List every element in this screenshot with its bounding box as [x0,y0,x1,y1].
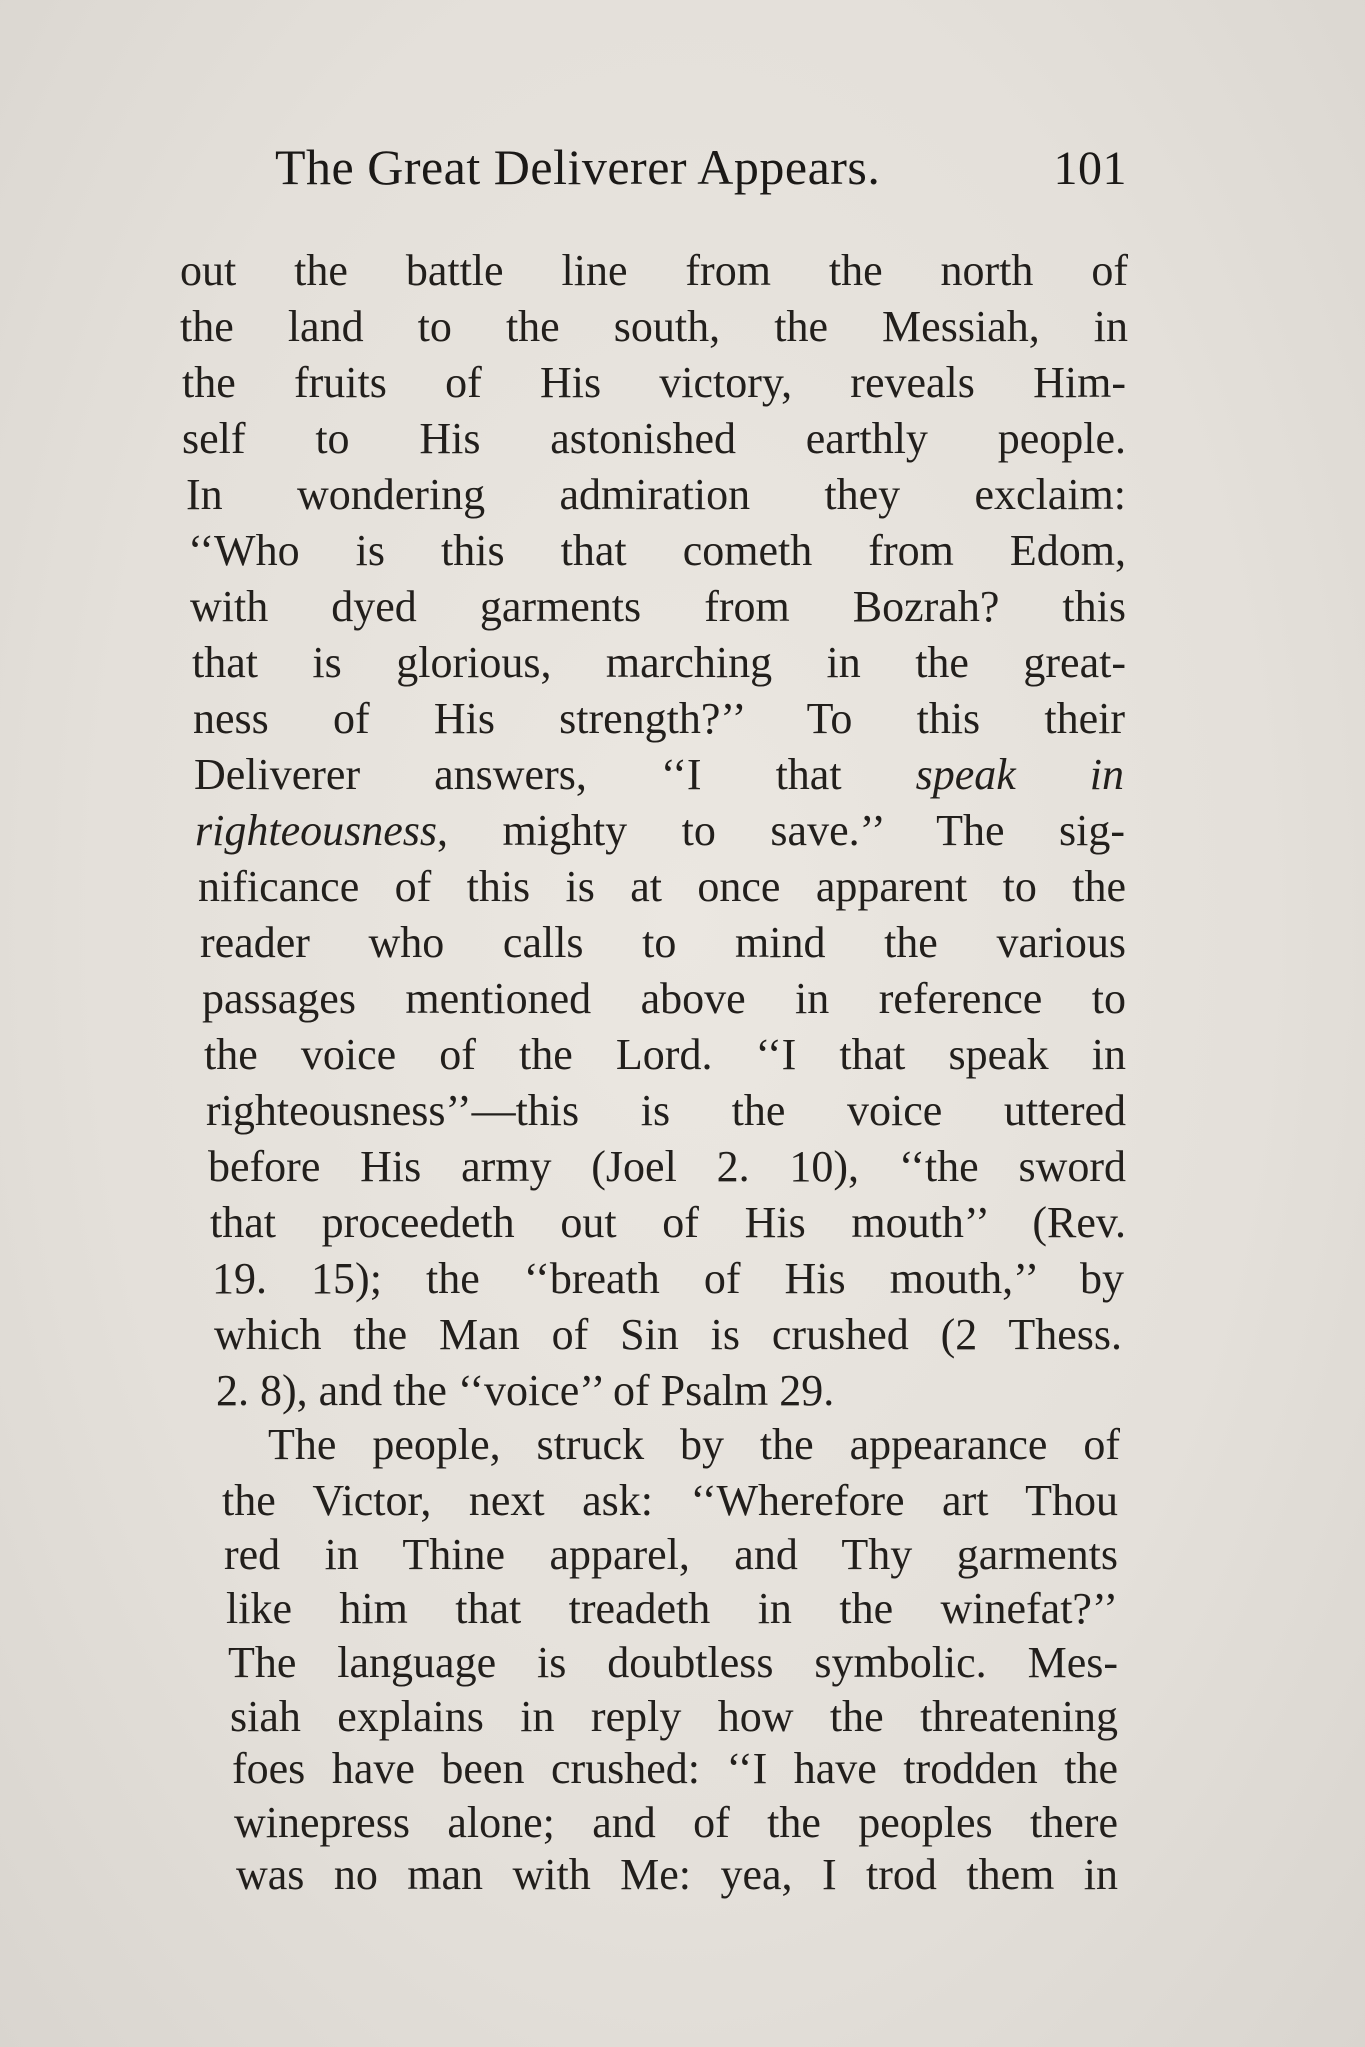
text-line: righteousness’’—this is the voice uttered [206,1086,1126,1135]
text-line: the land to the south, the Messiah, in [180,302,1128,351]
text-line: the fruits of His victory, reveals Him- [182,358,1126,407]
text-line: passages mentioned above in reference to [202,974,1126,1023]
text-line: with dyed garments from Bozrah? this [190,582,1126,631]
italic-emphasis: speak in [915,750,1124,799]
text-line: righteousness, mighty to save.’’ The sig- [195,806,1125,855]
text-line: The people, struck by the appearance of [268,1420,1120,1469]
text-line: winepress alone; and of the peoples there [234,1798,1118,1847]
italic-emphasis: righteousness [195,806,437,855]
text-line: 19. 15); the ‘‘breath of His mouth,’’ by [212,1254,1124,1303]
text-line: ness of His strength?’’ To this their [193,694,1125,743]
text-line: was no man with Me: yea, I trod them in [236,1850,1118,1899]
text-line: before His army (Joel 2. 10), ‘‘the sword [208,1142,1126,1191]
text-line: that is glorious, marching in the great- [192,638,1126,687]
text-line: self to His astonished earthly people. [182,414,1126,463]
text-line: 2. 8), and the ‘‘voice’’ of Psalm 29. [216,1366,835,1415]
text-line: ‘‘Who is this that cometh from Edom, [188,526,1126,575]
text-line: the Victor, next ask: ‘‘Wherefore art Thou [222,1476,1118,1525]
text-line: The language is doubtless symbolic. Mes- [228,1638,1118,1687]
text-line: which the Man of Sin is crushed (2 Thess. [214,1310,1122,1359]
text-line: Deliverer answers, ‘‘I that speak in [194,750,1124,799]
text-line: out the battle line from the north of [180,246,1128,295]
running-title: The Great Deliverer Appears. [275,139,881,195]
text-line: like him that treadeth in the winefat?’’ [226,1584,1118,1633]
text-line: the voice of the Lord. ‘‘I that speak in [204,1030,1126,1079]
running-header [275,138,1127,208]
page-number: 101 [1053,142,1127,195]
text-line: red in Thine apparel, and Thy garments [224,1530,1118,1579]
text-line: In wondering admiration they exclaim: [186,470,1126,519]
text-line: reader who calls to mind the various [200,918,1126,967]
text-line: that proceedeth out of His mouth’’ (Rev. [210,1198,1126,1247]
text-line: siah explains in reply how the threatening [230,1692,1118,1741]
text-line: foes have been crushed: ‘‘I have trodden the [232,1744,1118,1793]
text-line: nificance of this is at once apparent to the [198,862,1126,911]
